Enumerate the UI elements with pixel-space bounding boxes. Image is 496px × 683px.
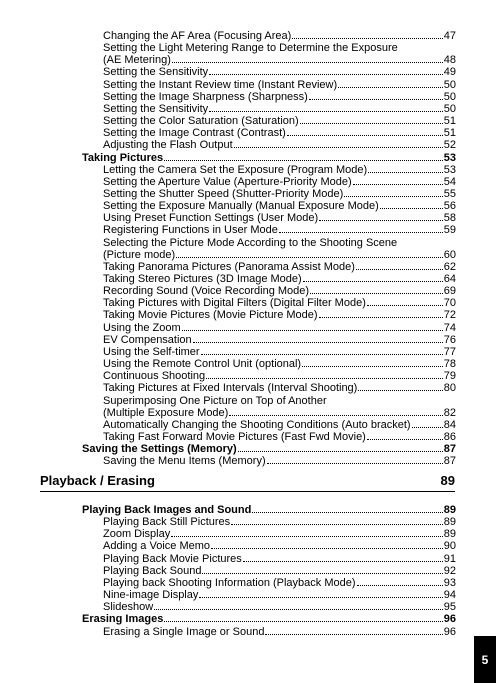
toc-entry-title: Slideshow [103,601,154,614]
toc-entry[interactable] [103,176,456,188]
toc-entry[interactable] [103,601,456,613]
toc-entry[interactable] [103,516,456,528]
toc-entry[interactable] [103,224,456,236]
toc-entry-page: 56 [443,200,456,213]
toc-entry[interactable] [103,407,456,419]
dot-leader [176,249,443,258]
toc-entry-page: 96 [443,625,456,638]
toc-entry-page: 50 [443,102,456,115]
toc-entry-page: 89 [443,528,456,541]
toc-entry-title: Using the Remote Control Unit (optional) [103,358,302,371]
toc-entry-title: Setting the Sensitivity [103,66,209,79]
toc-entry-page: 89 [443,516,456,529]
toc-entry-title: Selecting the Picture Mode According to the Shooting Scene [103,236,398,249]
toc-entry-title: Using Preset Function Settings (User Mode) [103,212,319,225]
toc-entry[interactable] [103,249,456,261]
dot-leader [267,455,443,464]
toc-entry[interactable] [103,127,456,139]
toc-entry-page: 93 [443,576,456,589]
toc-entry-page: 53 [443,163,456,176]
dot-leader [344,188,442,197]
toc-entry-page: 91 [443,552,456,565]
toc-entry-title: Playing Back Movie Pictures [103,552,242,565]
toc-entry-page: 55 [443,187,456,200]
toc-entry-title: Continuous Shooting [103,370,206,383]
toc-entry[interactable] [103,91,456,103]
toc-section-entry[interactable] [82,443,456,455]
toc-entry-title: Setting the Image Sharpness (Sharpness) [103,90,308,103]
toc-entry-title: Playing back Shooting Information (Playback Mode) [103,576,356,589]
toc-entry-page: 87 [443,455,456,468]
toc-entry[interactable] [103,115,456,127]
dot-leader [338,79,443,88]
toc-entry-page: 54 [443,175,456,188]
dot-leader [171,528,443,537]
dot-leader [412,419,443,428]
dot-leader [292,30,442,39]
dot-leader [319,309,443,318]
toc-entry-title: Setting the Image Contrast (Contrast) [103,127,286,140]
dot-leader [380,200,443,209]
toc-entry-title: (Picture mode) [103,248,176,261]
toc-entry-page: 79 [443,370,456,383]
toc-entry-page: 51 [443,127,456,140]
toc-entry-title: Taking Pictures with Digital Filters (Digital Filter Mode) [103,297,366,310]
dot-leader [209,103,443,112]
dot-leader [310,285,443,294]
toc-entry[interactable] [103,309,456,321]
page-number-tab: 5 [474,636,496,683]
dot-leader [367,297,443,306]
toc-entry-page: 86 [443,430,456,443]
dot-leader [287,127,443,136]
toc-entry-title: EV Compensation [103,333,192,346]
toc-entry-page: 60 [443,248,456,261]
toc-entry-page: 84 [443,418,456,431]
toc-entry-page: 95 [443,601,456,614]
dot-leader [234,139,443,148]
toc-entry-title: Changing the AF Area (Focusing Area) [103,30,292,42]
toc-entry[interactable] [103,322,456,334]
toc-entry-page: 72 [443,309,456,322]
toc-entry-title: Setting the Sensitivity [103,102,209,115]
toc-entry[interactable] [103,66,456,78]
toc-entry-title: Letting the Camera Set the Exposure (Program Mode) [103,163,368,176]
toc-entry-page: 76 [443,333,456,346]
toc-entry[interactable] [103,200,456,212]
toc-entry-title: Using the Zoom [103,321,181,334]
toc-entry-page: 70 [443,297,456,310]
dot-leader [229,407,442,416]
chapter-heading [40,474,455,488]
toc-entry-page: 80 [443,382,456,395]
dot-leader [172,54,443,63]
toc-entry-title: Registering Functions in User Mode [103,224,278,237]
dot-leader [193,334,443,343]
toc-entry-title: Setting the Light Metering Range to Determine the Exposure [103,42,398,55]
dot-leader [164,152,443,161]
toc-entry-page: 94 [443,589,456,602]
toc-entry[interactable] [103,212,456,224]
dot-leader [279,224,443,233]
dot-leader [199,589,442,598]
toc-entry[interactable] [103,577,456,589]
toc-entry-title: Erasing Images [82,613,164,626]
toc-entry[interactable] [103,42,456,54]
dot-leader [209,66,443,75]
toc-entry[interactable] [103,54,456,66]
toc-entry[interactable] [103,261,456,273]
toc-section-entry[interactable] [82,504,456,516]
dot-leader [300,115,443,124]
chapter-page: 89 [440,473,455,488]
dot-leader [303,273,443,282]
dot-leader [202,565,442,574]
toc-entry[interactable] [103,431,456,443]
toc-entry-title: (AE Metering) [103,54,171,67]
toc-entry[interactable] [103,346,456,358]
dot-leader [302,358,443,367]
toc-entry-title: Zoom Display [103,528,171,541]
dot-leader [243,553,443,562]
toc-entry-page: 49 [443,66,456,79]
toc-entry[interactable] [103,139,456,151]
toc-entry-title: Adjusting the Flash Output [103,139,233,152]
toc-entry[interactable] [103,589,456,601]
toc-entry-page: 51 [443,115,456,128]
toc-entry-page: 48 [443,54,456,67]
toc-entry[interactable] [103,188,456,200]
dot-leader [357,577,443,586]
toc-entry-title: Taking Movie Pictures (Movie Picture Mode) [103,309,318,322]
dot-leader [353,176,443,185]
toc-entry-title: Recording Sound (Voice Recording Mode) [103,285,310,298]
dot-leader [154,601,443,610]
toc-entry-page: 87 [443,443,456,456]
toc-entry-title: Setting the Aperture Value (Aperture-Priority Mode) [103,175,352,188]
dot-leader [211,540,443,549]
toc-entry-page: 78 [443,358,456,371]
toc-entry[interactable] [103,626,456,638]
toc-entry-page: 77 [443,345,456,358]
toc-entry[interactable] [103,164,456,176]
dot-leader [368,164,443,173]
toc-entry-title: Taking Pictures at Fixed Intervals (Interval Shooting) [103,382,358,395]
toc-entry[interactable] [103,79,456,91]
toc-entry-title: Erasing a Single Image or Sound [103,625,265,638]
toc-entry[interactable] [103,334,456,346]
toc-entry-title: Playing Back Images and Sound [82,504,252,516]
toc-section-entry[interactable] [82,613,456,625]
toc-entry[interactable] [103,358,456,370]
toc-entry-page: 90 [443,540,456,553]
toc-entry[interactable] [103,370,456,382]
toc-entry-title: (Multiple Exposure Mode) [103,406,229,419]
toc-entry-title: Superimposing One Picture on Top of Another [103,394,327,407]
toc-entry-page: 69 [443,285,456,298]
toc-entry[interactable] [103,540,456,552]
toc-entry-title: Adding a Voice Memo [103,540,211,553]
toc-entry-page: 50 [443,78,456,91]
dot-leader [367,431,443,440]
toc-entry-page: 82 [443,406,456,419]
toc-entry[interactable] [103,455,456,467]
toc-entry-title: Playing Back Still Pictures [103,516,231,529]
toc-entry-page: 50 [443,90,456,103]
toc-entry[interactable] [103,382,456,394]
toc-entry[interactable] [103,419,456,431]
toc-entry-title: Playing Back Sound [103,564,202,577]
toc-entry[interactable] [103,30,456,42]
toc-entry-page: 92 [443,564,456,577]
toc-section-entry[interactable] [82,152,456,164]
toc-entry-page: 58 [443,212,456,225]
dot-leader [356,261,443,270]
dot-leader [358,382,442,391]
chapter-title: Playback / Erasing [40,473,155,488]
toc-entry[interactable] [103,395,456,407]
dot-leader [164,613,442,622]
dot-leader [182,322,443,331]
toc-entry-title: Saving the Menu Items (Memory) [103,455,266,468]
toc-entry-title: Taking Stereo Pictures (3D Image Mode) [103,273,302,285]
toc-entry-title: Taking Pictures [82,151,164,164]
toc-entry[interactable] [103,553,456,565]
toc-entry-title: Saving the Settings (Memory) [82,443,237,456]
dot-leader [206,370,443,379]
toc-entry-title: Setting the Exposure Manually (Manual Exposure Mode) [103,200,379,213]
toc-entry[interactable] [103,237,456,249]
toc-entry-page: 62 [443,260,456,273]
chapter-divider [40,491,455,492]
toc-entry-page: 74 [443,321,456,334]
toc-entry-page: 53 [443,151,456,164]
toc-entry-title: Automatically Changing the Shooting Conditions (Auto bracket) [103,418,411,431]
toc-entry-page: 96 [443,613,456,626]
dot-leader [252,504,442,513]
toc-entry-title: Setting the Shutter Speed (Shutter-Priority Mode) [103,187,344,200]
toc-entry-page: 59 [443,224,456,237]
toc-entry[interactable] [103,297,456,309]
toc-entry[interactable] [103,528,456,540]
toc-entry-title: Setting the Color Saturation (Saturation) [103,115,299,128]
toc-entry[interactable] [103,285,456,297]
toc-entry[interactable] [103,565,456,577]
toc-entry-page: 64 [443,273,456,285]
toc-entry-title: Taking Fast Forward Movie Pictures (Fast Fwd Movie) [103,430,366,443]
dot-leader [265,626,442,635]
toc-entry-page: 89 [443,504,456,516]
toc-entry-page: 52 [443,139,456,152]
toc-entry-title: Nine-image Display [103,589,199,602]
dot-leader [238,443,443,452]
toc-entry-title: Using the Self-timer [103,345,200,358]
dot-leader [231,516,443,525]
toc-entry[interactable] [103,273,456,285]
toc-entry-page: 47 [443,30,456,42]
dot-leader [201,346,443,355]
dot-leader [309,91,443,100]
toc-entry-title: Setting the Instant Review time (Instant Review) [103,78,338,91]
dot-leader [319,212,443,221]
toc-entry[interactable] [103,103,456,115]
toc-entry-title: Taking Panorama Pictures (Panorama Assist Mode) [103,260,355,273]
